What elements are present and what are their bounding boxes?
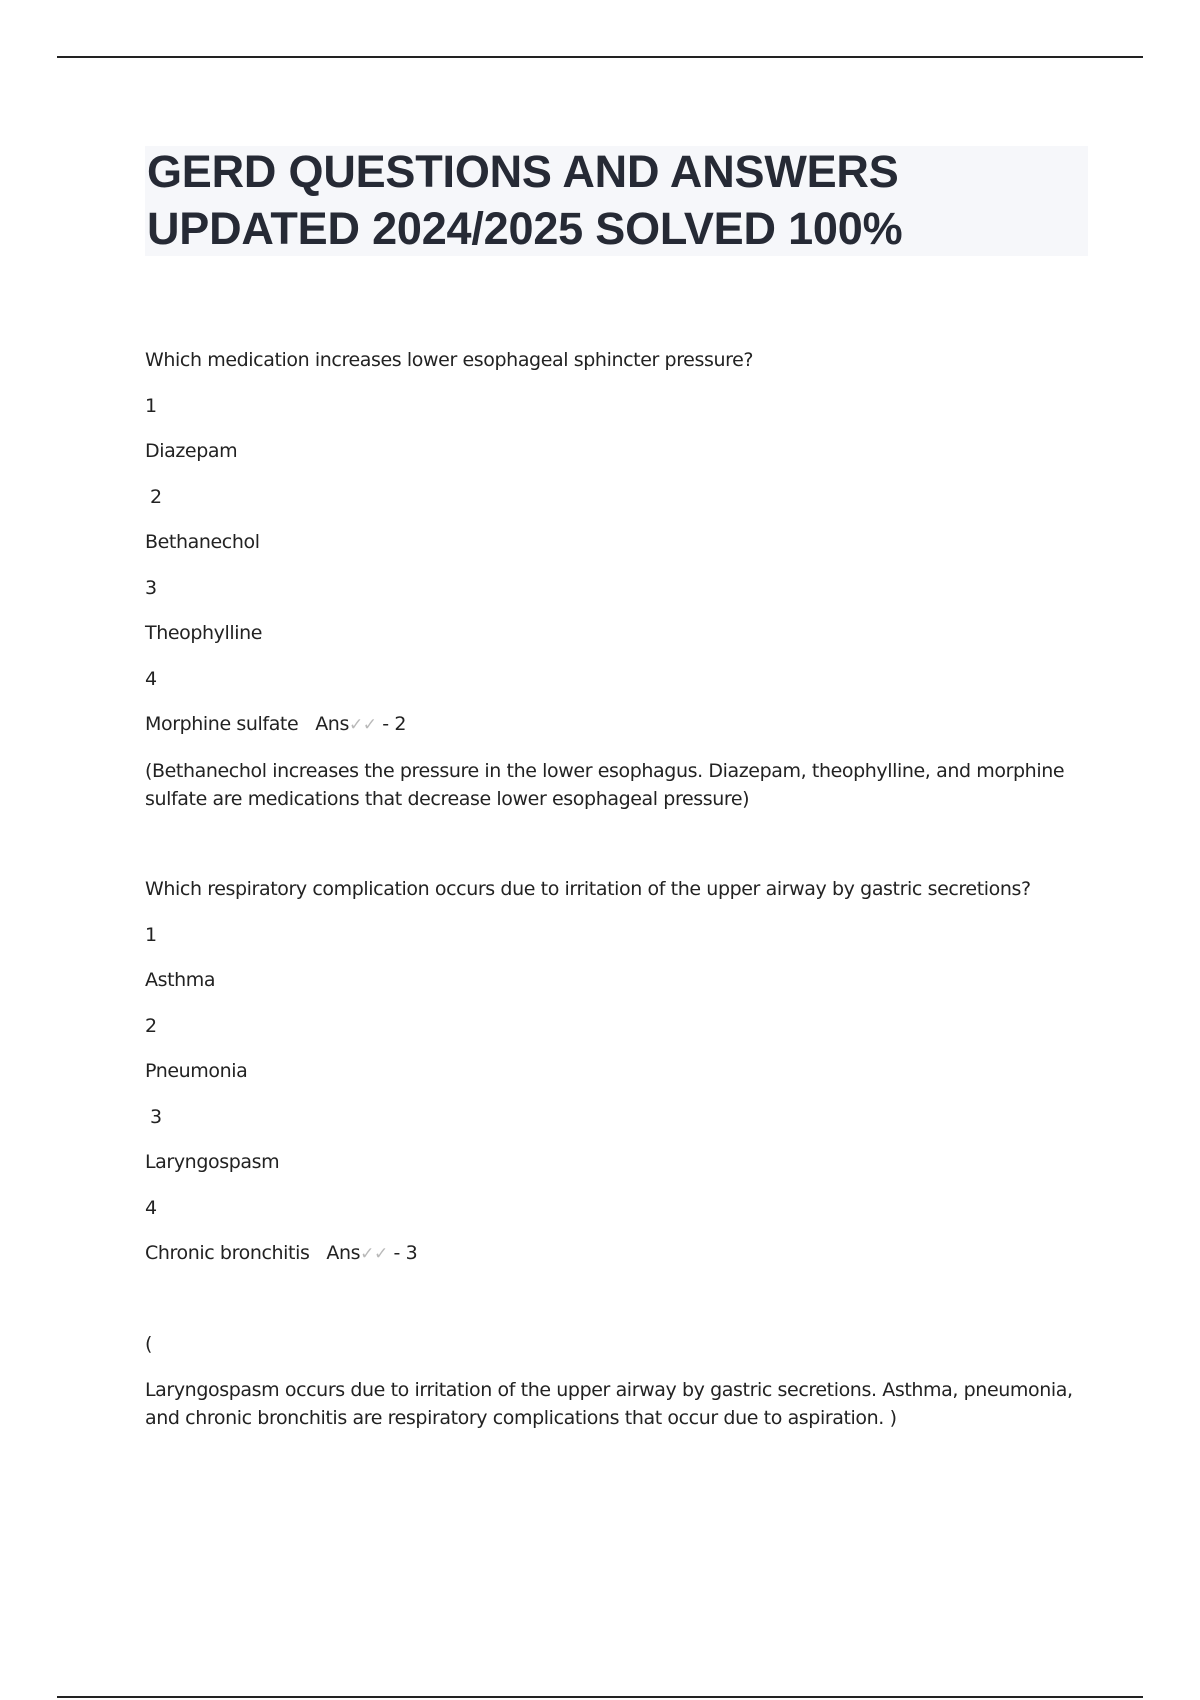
q1-option-4-text: Morphine sulfate xyxy=(145,713,299,735)
checkmark-icon: ✓✓ xyxy=(360,1244,388,1264)
question-2-text: Which respiratory complication occurs due to irritation of the upper airway by gastric secretions? xyxy=(145,878,1031,900)
q2-option-4-number: 4 xyxy=(145,1197,157,1219)
q1-explanation-line-1: (Bethanechol increases the pressure in the lower esophagus. Diazepam, theophylline, and morphine xyxy=(145,760,1065,782)
document-title-line-2: UPDATED 2024/2025 SOLVED 100% xyxy=(147,203,903,254)
checkmark-icon: ✓✓ xyxy=(348,715,377,735)
q2-option-3-number: 3 xyxy=(150,1106,162,1128)
q1-answer-line xyxy=(145,713,406,735)
q2-option-1-text: Asthma xyxy=(145,969,216,991)
q2-answer-value: - 3 xyxy=(393,1242,418,1264)
q1-option-3-number: 3 xyxy=(145,577,157,599)
q1-answer-value: - 2 xyxy=(382,713,407,735)
q2-option-2-text: Pneumonia xyxy=(145,1060,248,1082)
q1-option-2-text: Bethanechol xyxy=(145,531,260,553)
q1-option-1-number: 1 xyxy=(145,395,157,417)
q1-option-3-text: Theophylline xyxy=(145,622,263,644)
q1-option-2-number: 2 xyxy=(150,486,162,508)
q1-explanation-line-2: sulfate are medications that decrease lower esophageal pressure) xyxy=(145,788,750,810)
q1-answer-label: Ans xyxy=(315,713,349,735)
q2-option-3-text: Laryngospasm xyxy=(145,1151,280,1173)
question-1-text: Which medication increases lower esophageal sphincter pressure? xyxy=(145,349,754,371)
q2-explanation-line-2: and chronic bronchitis are respiratory complications that occur due to aspiration. ) xyxy=(145,1407,897,1429)
q2-explanation-line-1: Laryngospasm occurs due to irritation of the upper airway by gastric secretions. Asthma, pneumonia, xyxy=(145,1379,1073,1401)
q2-answer-line xyxy=(145,1242,417,1264)
top-rule xyxy=(57,56,1143,58)
q2-option-1-number: 1 xyxy=(145,924,157,946)
document-title-line-1: GERD QUESTIONS AND ANSWERS xyxy=(147,146,899,197)
q1-option-4-number: 4 xyxy=(145,668,157,690)
q2-answer-label: Ans xyxy=(326,1242,361,1264)
q2-explanation-open: ( xyxy=(145,1333,153,1355)
q1-option-1-text: Diazepam xyxy=(145,440,238,462)
q2-option-4-text: Chronic bronchitis xyxy=(145,1242,310,1264)
q2-option-2-number: 2 xyxy=(145,1015,157,1037)
bottom-rule xyxy=(57,1696,1143,1698)
